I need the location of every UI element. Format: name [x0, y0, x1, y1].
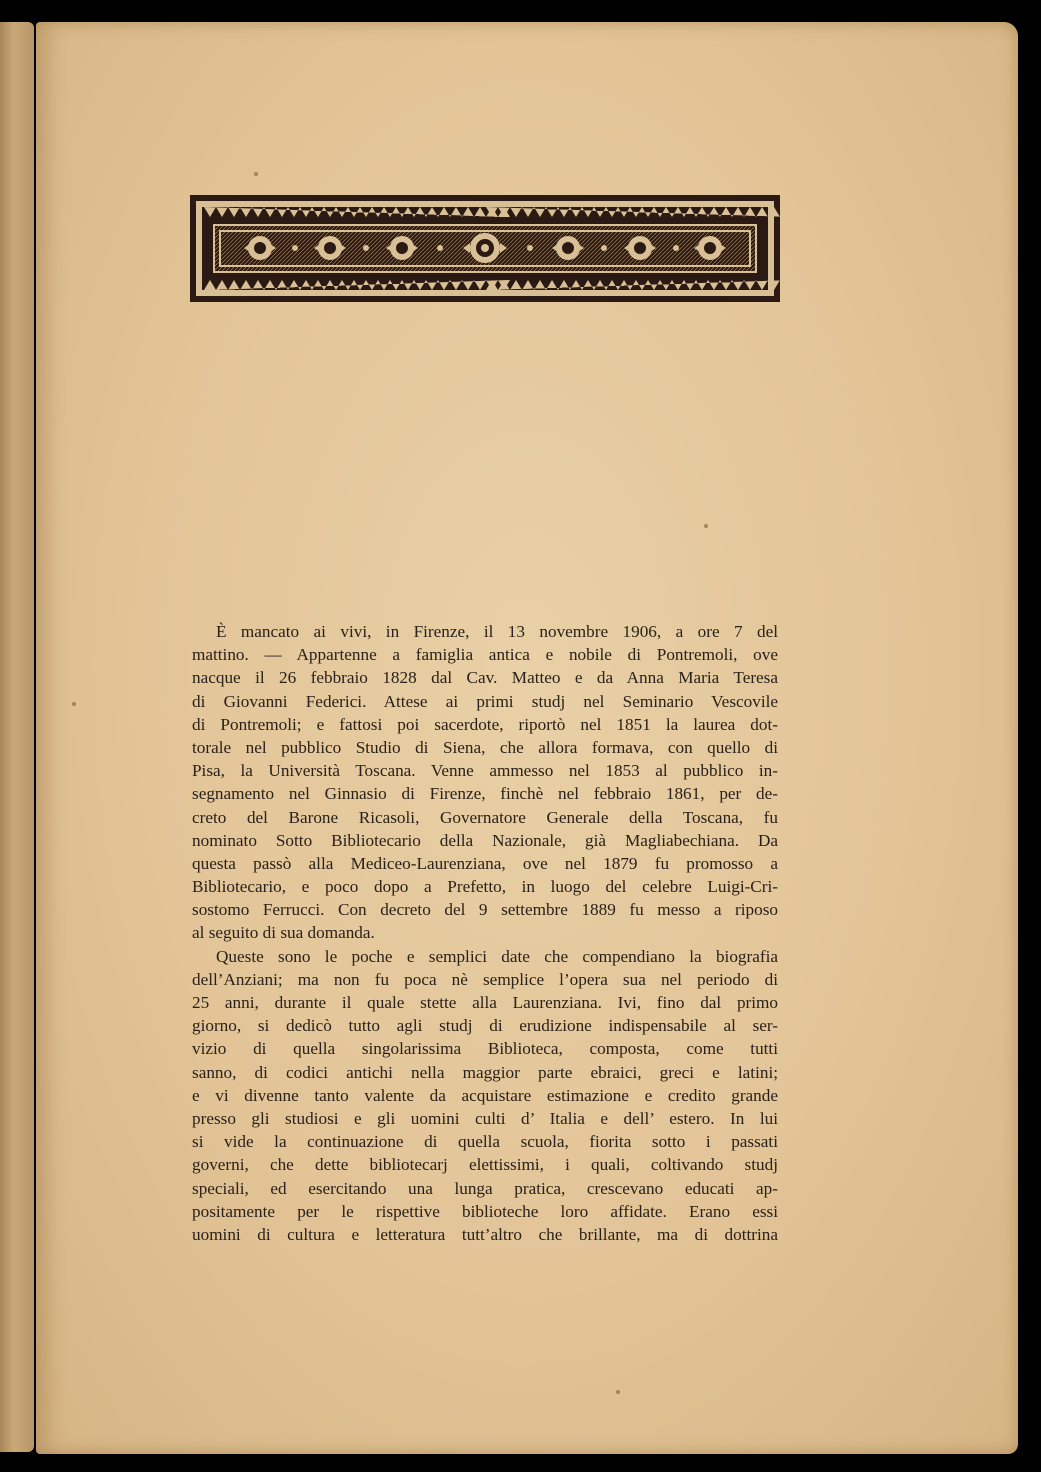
text-line: Pisa, la Università Toscana. Venne ammesso nel 1853 al pubblico in- — [192, 761, 778, 781]
text-line: si vide la continuazione di quella scuola, fiorita sotto i passati — [192, 1132, 778, 1152]
paper-speck — [254, 172, 258, 176]
facing-page-edge — [0, 22, 34, 1452]
text-line: segnamento nel Ginnasio di Firenze, finchè nel febbraio 1861, per de- — [192, 784, 778, 804]
text-line: uomini di cultura e letteratura tutt’altro che brillante, ma di dottrina — [192, 1224, 778, 1244]
text-line: nacque il 26 febbraio 1828 dal Cav. Matteo e da Anna Maria Teresa — [192, 668, 778, 688]
text-line: di Pontremoli; e fattosi poi sacerdote, riportò nel 1851 la laurea dot- — [192, 714, 778, 734]
text-line: al seguito di sua domanda. — [192, 923, 375, 943]
text-line: presso gli studiosi e gli uomini culti d’ Italia e dell’ estero. In lui — [192, 1108, 778, 1128]
text-line: nominato Sotto Bibliotecario della Nazionale, già Magliabechiana. Da — [192, 830, 778, 850]
text-line: governi, che dette bibliotecarj elettissimi, i quali, coltivando studj — [192, 1155, 778, 1175]
text-line: vizio di quella singolarissima Biblioteca, composta, come tutti — [192, 1039, 778, 1059]
paragraph-2 — [192, 945, 778, 1246]
text-line: dell’Anziani; ma non fu poca nè semplice l’opera sua nel periodo di — [192, 969, 778, 989]
text-line: mattino. — Appartenne a famiglia antica e nobile di Pontremoli, ove — [192, 645, 778, 665]
text-line: 25 anni, durante il quale stette alla Laurenziana. Ivi, fino dal primo — [192, 993, 778, 1012]
text-line: Bibliotecario, e poco dopo a Prefetto, in luogo del celebre Luigi-Cri- — [192, 877, 778, 897]
paper-speck — [616, 1390, 620, 1394]
text-line: torale nel pubblico Studio di Siena, che allora formava, con quello di — [192, 737, 778, 757]
text-line: positamente per le rispettive biblioteche loro affidate. Erano essi — [192, 1201, 778, 1221]
paper-speck — [704, 524, 708, 528]
text-line: sostomo Ferrucci. Con decreto del 9 settembre 1889 fu messo a riposo — [192, 900, 778, 920]
text-line: e vi divenne tanto valente da acquistare estimazione e credito grande — [192, 1085, 778, 1105]
text-line: di Giovanni Federici. Attese ai primi studj nel Seminario Vescovile — [192, 691, 778, 711]
text-line: creto del Barone Ricasoli, Governatore Generale della Toscana, fu — [192, 807, 778, 827]
paper-speck — [72, 702, 76, 706]
text-line: questa passò alla Mediceo-Laurenziana, ove nel 1879 fu promosso a — [192, 853, 778, 873]
text-line: È mancato ai vivi, in Firenze, il 13 novembre 1906, a ore 7 del — [216, 622, 778, 641]
text-line: giorno, si dedicò tutto agli studj di erudizione indispensabile al ser- — [192, 1016, 778, 1036]
decorative-headpiece-icon — [190, 195, 780, 302]
text-line: Queste sono le poche e semplici date che compendiano la biografia — [216, 946, 778, 966]
text-line: speciali, ed esercitando una lunga pratica, crescevano educati ap- — [192, 1178, 778, 1198]
paragraph-1 — [192, 620, 778, 945]
text-line: sanno, di codici antichi nella maggior parte ebraici, greci e latini; — [192, 1062, 778, 1082]
body-text — [192, 620, 778, 1246]
